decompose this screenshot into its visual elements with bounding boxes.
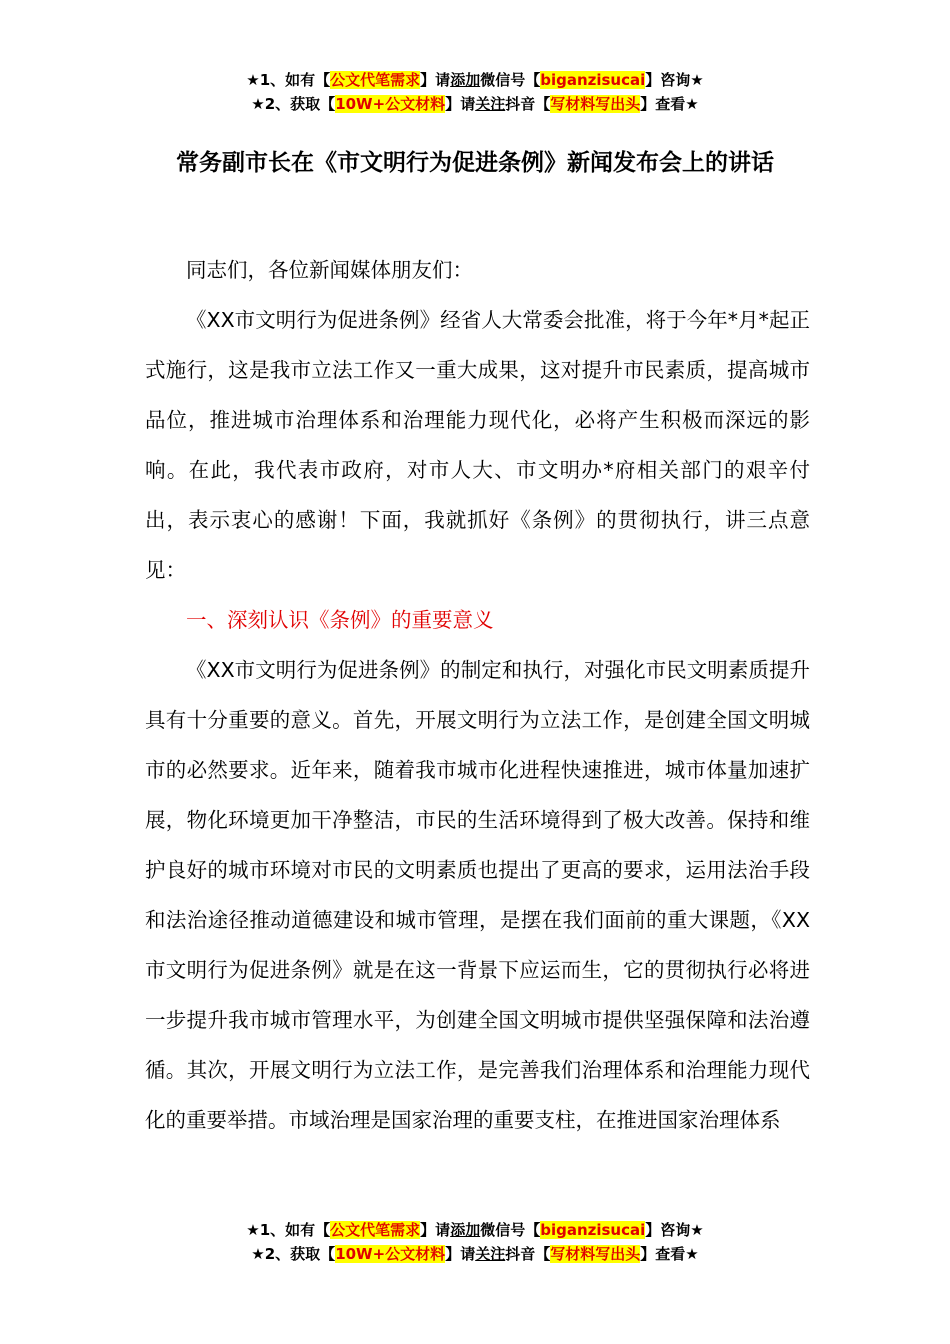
banner-text: 】请 [420,1221,451,1239]
banner-text: ★1、如有【 [246,71,331,89]
banner-text: ★1、如有【 [246,1221,331,1239]
banner-highlight: biganzisucai [540,1221,646,1239]
banner-text: ★2、获取【 [251,1245,336,1263]
banner-text: 抖音【 [505,1245,551,1263]
banner-highlight: 写材料写出头 [550,1245,641,1263]
banner-highlight: 10W+公文材料 [335,1245,446,1263]
document-title: 常务副市长在《市文明行为促进条例》新闻发布会上的讲话 [176,150,774,176]
banner-text: 微信号【 [480,1221,541,1239]
banner-text: 】请 [420,71,451,89]
banner-text: ★2、获取【 [251,95,336,113]
header-banner [0,68,950,116]
banner-highlight: 公文代笔需求 [330,71,421,89]
banner-underlined: 添加 [450,71,481,89]
greeting: 同志们，各位新闻媒体朋友们： [186,258,473,282]
banner-text: 微信号【 [480,71,541,89]
paragraph: 《XX市文明行为促进条例》的制定和执行，对强化市民文明素质提升具有十分重要的意义。首先，开展文明行为立法工作，是创建全国文明城市的必然要求。近年来，随着我市城市化进程快速推进，城市体量加速扩展，物化环境更加干净整洁，市民的生活环境得到了极大改善。保持和维护良好的城市环境对市民的文明素质也提出了更高的要求，运用法治手段和法治途径推动道德建设和城市管理，是摆在我们面前的重大课题，《XX市文明行为促进条例》就是在这一背景下应运而生，它的贯彻执行必将进一步提升我市城市管理水平，为创建全国文明城市提供坚强保障和法治遵循。其次，开展文明行为立法工作，是完善我们治理体系和治理能力现代化的重要举措。市域治理是国家治理的重要支柱，在推进国家治理体系 [145,658,810,1132]
section-heading: 一、深刻认识《条例》的重要意义 [186,608,494,632]
banner-text: 】请 [445,95,476,113]
banner-text: 】查看★ [640,95,699,113]
banner-text: 抖音【 [505,95,551,113]
banner-underlined: 关注 [475,95,506,113]
banner-line-2 [0,92,950,116]
document-body [145,245,810,1145]
banner-highlight: 写材料写出头 [550,95,641,113]
banner-underlined: 添加 [450,1221,481,1239]
banner-line-2 [0,1242,950,1266]
banner-highlight: 公文代笔需求 [330,1221,421,1239]
banner-highlight: biganzisucai [540,71,646,89]
banner-text: 】请 [445,1245,476,1263]
banner-underlined: 关注 [475,1245,506,1263]
paragraph: 《XX市文明行为促进条例》经省人大常委会批准，将于今年*月*起正式施行，这是我市立法工作又一重大成果，这对提升市民素质，提高城市品位，推进城市治理体系和治理能力现代化，必将产生积极而深远的影响。在此，我代表市政府，对市人大、市文明办*府相关部门的艰辛付出，表示衷心的感谢！下面，我就抓好《条例》的贯彻执行，讲三点意见： [145,308,810,582]
banner-highlight: 10W+公文材料 [335,95,446,113]
banner-line-1 [0,68,950,92]
banner-text: 】咨询★ [645,71,704,89]
banner-text: 】查看★ [640,1245,699,1263]
footer-banner [0,1218,950,1266]
banner-text: 】咨询★ [645,1221,704,1239]
banner-line-1 [0,1218,950,1242]
